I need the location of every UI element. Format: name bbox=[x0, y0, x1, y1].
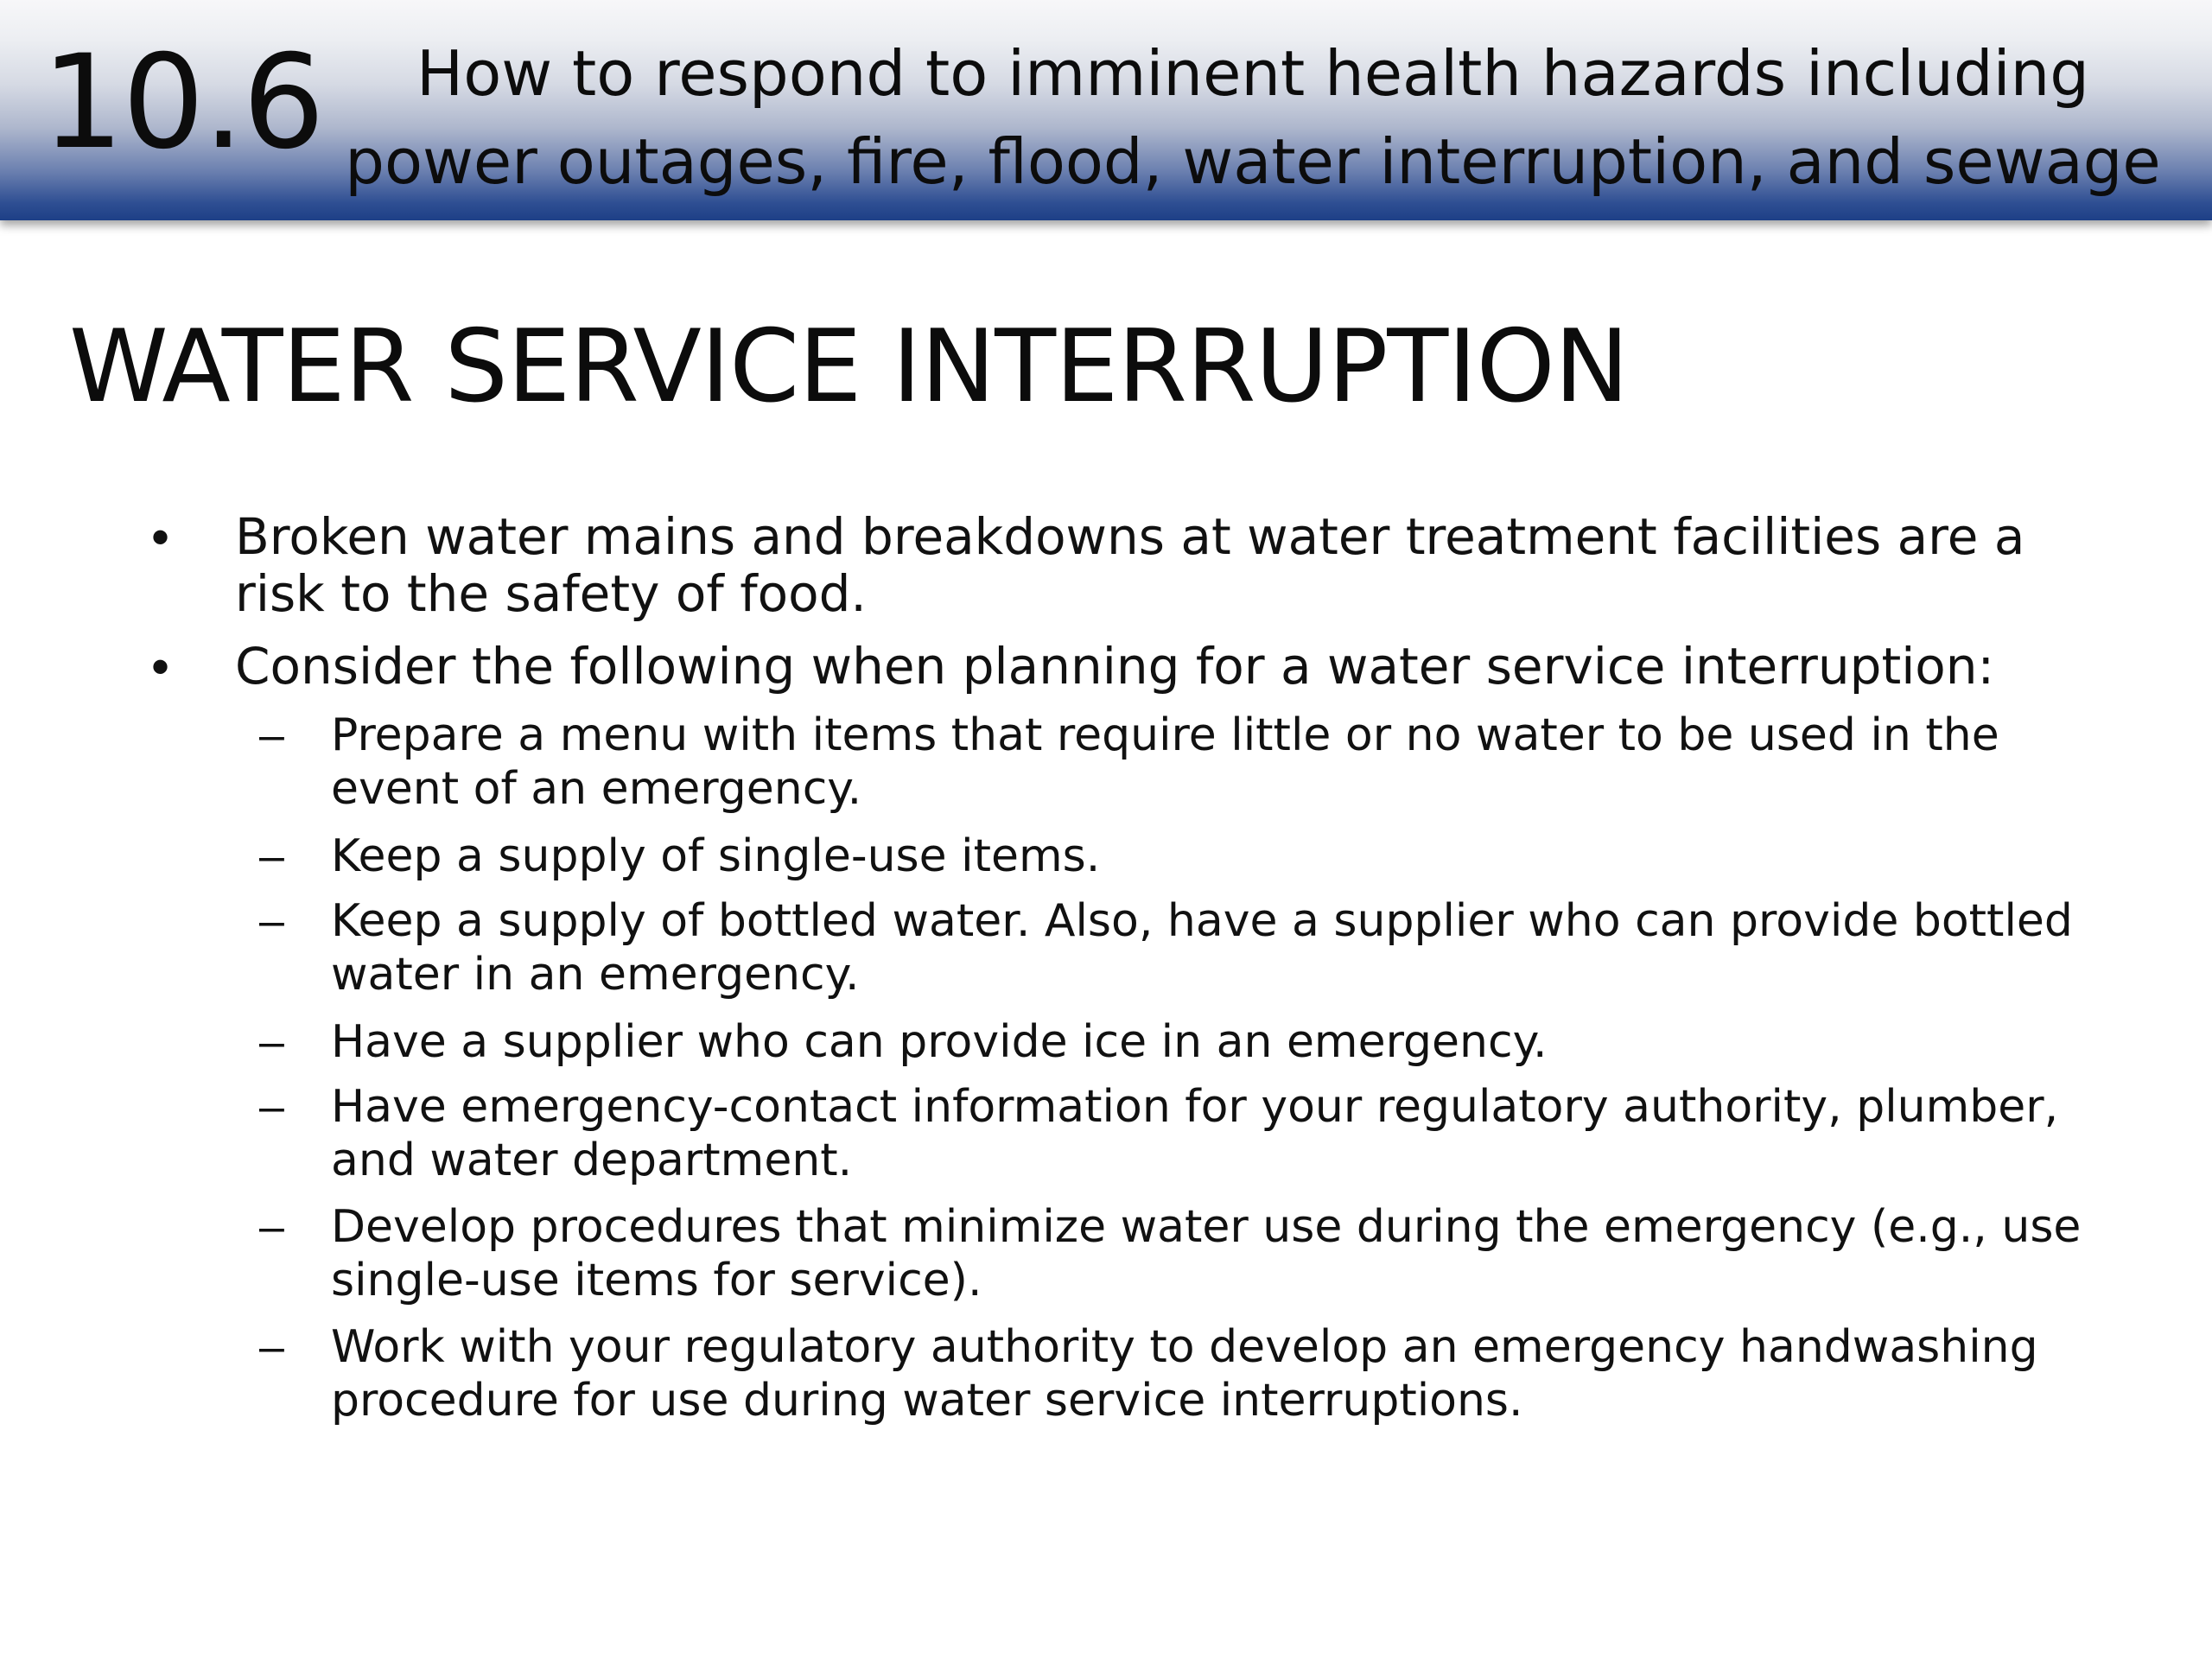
sub-marker: – bbox=[259, 831, 284, 881]
bullet-marker: • bbox=[151, 638, 170, 696]
sub-text: Keep a supply of single-use items. bbox=[331, 830, 1101, 882]
bullet-text: Consider the following when planning for a water service interruption: bbox=[235, 637, 1995, 696]
sub-text: Keep a supply of bottled water. Also, have a supplier who can provide bottled water in an emergency. bbox=[331, 895, 2073, 1001]
sub-text: Develop procedures that minimize water use during the emergency (e.g., use single-use items for service). bbox=[331, 1201, 2082, 1306]
header-title: How to respond to imminent health hazards including power outages, fire, flood, water interruption, and sewage bbox=[345, 37, 2161, 198]
header-band bbox=[0, 0, 2212, 220]
sub-marker: – bbox=[259, 896, 284, 946]
sub-marker: – bbox=[259, 1322, 284, 1372]
sub-marker: – bbox=[259, 1017, 284, 1067]
sub-text: Prepare a menu with items that require little or no water to be used in the event of an emergency. bbox=[331, 709, 1999, 815]
bullet-text: Broken water mains and breakdowns at water treatment facilities are a risk to the safety of food. bbox=[235, 507, 2025, 623]
sub-marker: – bbox=[259, 1202, 284, 1252]
bullet-marker: • bbox=[151, 508, 170, 566]
sub-text: Have a supplier who can provide ice in an emergency. bbox=[331, 1016, 1548, 1068]
sub-text: Have emergency-contact information for your regulatory authority, plumber, and water department. bbox=[331, 1081, 2059, 1186]
sub-text: Work with your regulatory authority to develop an emergency handwashing procedure for use during water service interruptions. bbox=[331, 1321, 2038, 1427]
section-number: 10.6 bbox=[41, 28, 323, 178]
slide-title: WATER SERVICE INTERRUPTION bbox=[69, 308, 1629, 425]
sub-marker: – bbox=[259, 710, 284, 760]
sub-marker: – bbox=[259, 1082, 284, 1132]
